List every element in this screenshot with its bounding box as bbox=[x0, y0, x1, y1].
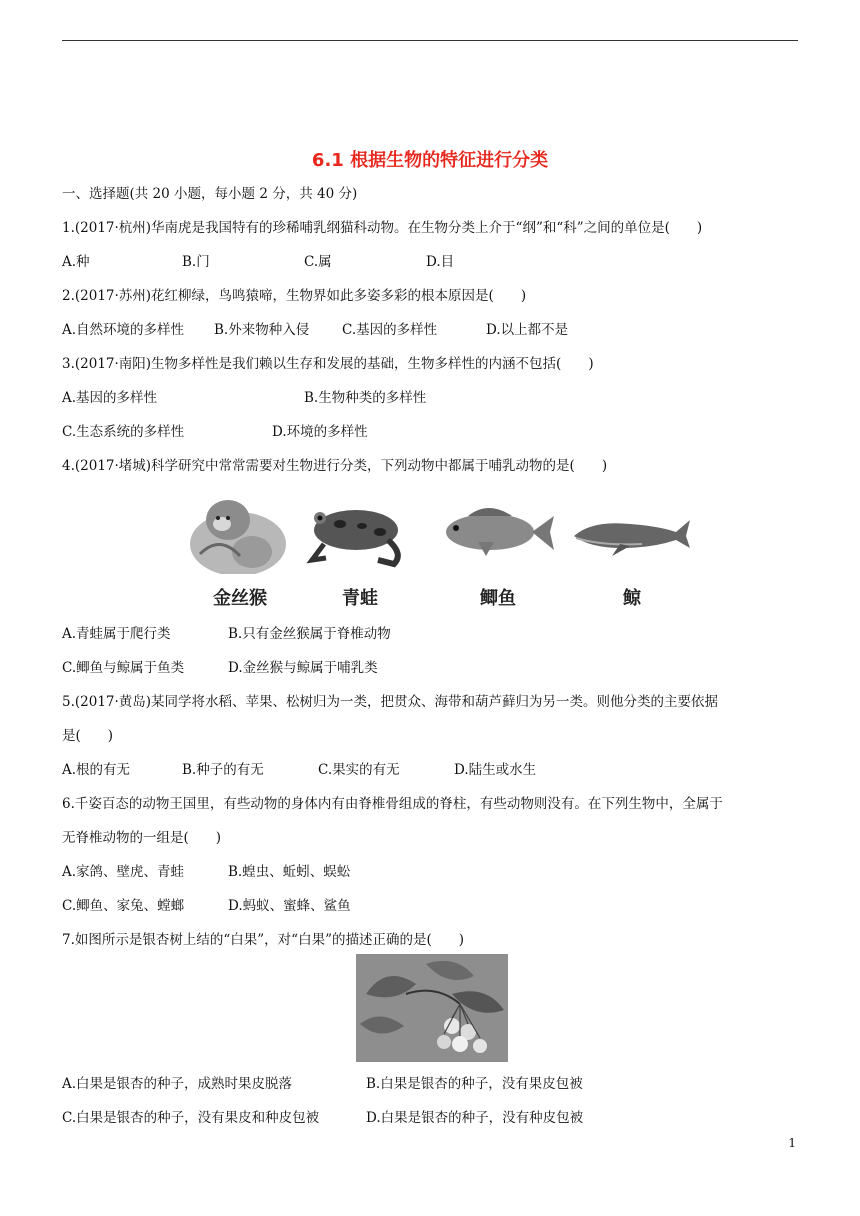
question-1-stem: 1.(2017·杭州)华南虎是我国特有的珍稀哺乳纲猫科动物。在生物分类上介于“纲”和“科”之间的单位是( ) bbox=[62, 220, 703, 236]
q7-option-c: C.白果是银杏的种子，没有果皮和种皮包被 bbox=[62, 1110, 320, 1126]
page-number: 1 bbox=[788, 1136, 796, 1150]
ginkgo-fruit-icon bbox=[356, 954, 508, 1062]
q3-option-c: C.生态系统的多样性 bbox=[62, 424, 185, 440]
animal-whale bbox=[572, 494, 692, 618]
q4-option-a: A.青蛙属于爬行类 bbox=[62, 626, 171, 642]
q1-option-a: A.种 bbox=[62, 254, 90, 270]
question-5-stem-line1: 5.(2017·黄岛)某同学将水稻、苹果、松树归为一类，把贯众、海带和葫芦藓归为另一类。则他分类的主要依据 bbox=[62, 694, 719, 710]
fish-icon bbox=[438, 494, 558, 574]
golden-monkey-icon bbox=[180, 494, 300, 574]
ginkgo-photo bbox=[356, 954, 508, 1062]
q6-option-b: B.蝗虫、蚯蚓、蜈蚣 bbox=[228, 864, 351, 880]
q3-option-a: A.基因的多样性 bbox=[62, 390, 158, 406]
q5-option-b: B.种子的有无 bbox=[182, 762, 264, 778]
q4-option-b: B.只有金丝猴属于脊椎动物 bbox=[228, 626, 391, 642]
animals-figure bbox=[180, 494, 700, 618]
q2-option-a: A.自然环境的多样性 bbox=[62, 322, 185, 338]
q1-option-c: C.属 bbox=[304, 254, 332, 270]
animal-label-frog: 青蛙 bbox=[342, 588, 378, 609]
animal-label-crucian-carp: 鲫鱼 bbox=[480, 588, 516, 609]
q2-option-d: D.以上都不是 bbox=[486, 322, 569, 338]
q6-option-d: D.蚂蚁、蜜蜂、鲨鱼 bbox=[228, 898, 351, 914]
q2-option-b: B.外来物种入侵 bbox=[214, 322, 310, 338]
q4-option-d: D.金丝猴与鲸属于哺乳类 bbox=[228, 660, 378, 676]
q7-option-d: D.白果是银杏的种子，没有种皮包被 bbox=[366, 1110, 584, 1126]
q5-option-a: A.根的有无 bbox=[62, 762, 131, 778]
question-6-stem-line2: 无脊椎动物的一组是( ) bbox=[62, 830, 222, 846]
question-6-stem-line1: 6.千姿百态的动物王国里，有些动物的身体内有由脊椎骨组成的脊柱，有些动物则没有。在下列生物中，全属于 bbox=[62, 796, 723, 812]
q1-option-b: B.门 bbox=[182, 254, 210, 270]
animal-label-whale: 鲸 bbox=[623, 588, 641, 609]
question-4-stem: 4.(2017·堵城)科学研究中常常需要对生物进行分类，下列动物中都属于哺乳动物的是( ) bbox=[62, 458, 608, 474]
question-2-stem: 2.(2017·苏州)花红柳绿，鸟鸣猿啼，生物界如此多姿多彩的根本原因是( ) bbox=[62, 288, 527, 304]
q3-option-b: B.生物种类的多样性 bbox=[304, 390, 427, 406]
q6-option-a: A.家鸽、壁虎、青蛙 bbox=[62, 864, 185, 880]
question-7-stem: 7.如图所示是银杏树上结的“白果”，对“白果”的描述正确的是( ) bbox=[62, 932, 465, 948]
animal-label-golden-monkey: 金丝猴 bbox=[213, 588, 267, 609]
section-heading: 一、选择题(共 20 小题，每小题 2 分，共 40 分) bbox=[62, 186, 358, 202]
q5-option-d: D.陆生或水生 bbox=[454, 762, 537, 778]
q4-option-c: C.鲫鱼与鲸属于鱼类 bbox=[62, 660, 185, 676]
frog-icon bbox=[300, 494, 420, 574]
q6-option-c: C.鲫鱼、家兔、螳螂 bbox=[62, 898, 185, 914]
q3-option-d: D.环境的多样性 bbox=[272, 424, 368, 440]
q7-option-a: A.白果是银杏的种子，成熟时果皮脱落 bbox=[62, 1076, 293, 1092]
page-title: 6.1 根据生物的特征进行分类 bbox=[311, 150, 549, 171]
header-rule bbox=[62, 40, 798, 41]
question-5-stem-line2: 是( ) bbox=[62, 728, 114, 744]
q1-option-d: D.目 bbox=[426, 254, 455, 270]
question-3-stem: 3.(2017·南阳)生物多样性是我们赖以生存和发展的基础，生物多样性的内涵不包括( ) bbox=[62, 356, 594, 372]
q2-option-c: C.基因的多样性 bbox=[342, 322, 438, 338]
q5-option-c: C.果实的有无 bbox=[318, 762, 400, 778]
animal-golden-monkey bbox=[180, 494, 300, 618]
animal-frog bbox=[300, 494, 420, 618]
whale-icon bbox=[572, 494, 692, 574]
q7-option-b: B.白果是银杏的种子，没有果皮包被 bbox=[366, 1076, 583, 1092]
animal-crucian-carp bbox=[438, 494, 558, 618]
